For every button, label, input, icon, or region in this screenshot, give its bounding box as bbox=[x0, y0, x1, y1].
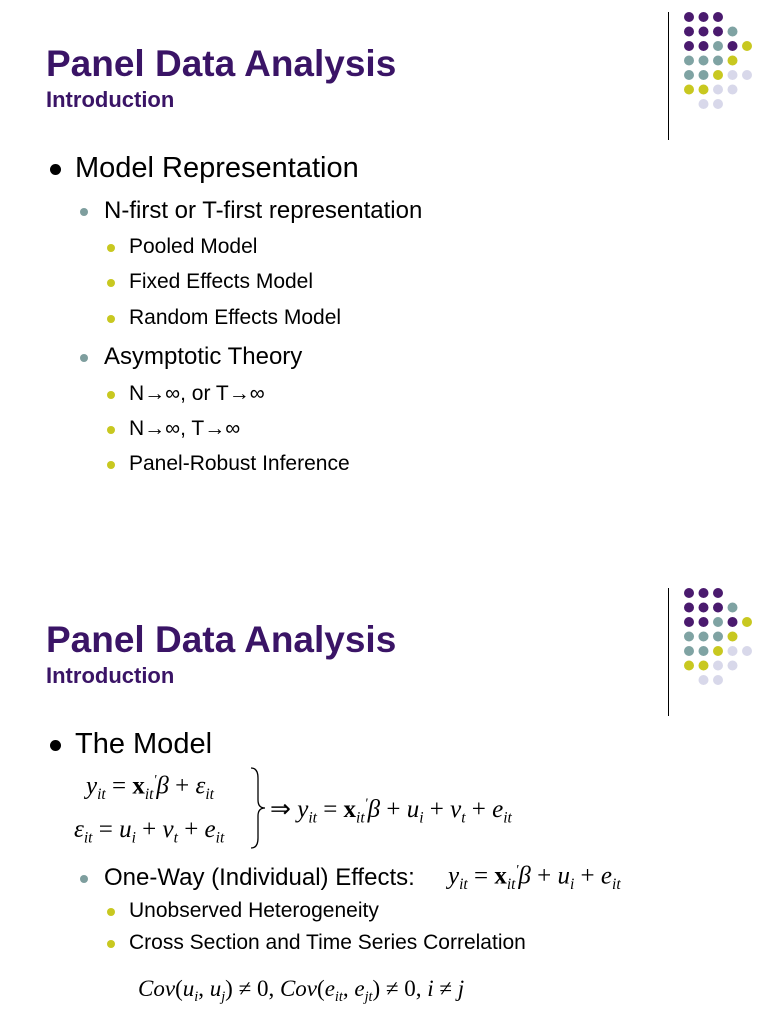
decorative-dot bbox=[699, 70, 709, 80]
decorative-dot bbox=[684, 617, 694, 627]
bullet-dot-icon bbox=[50, 740, 61, 751]
decorative-dot bbox=[713, 56, 723, 66]
decorative-dot bbox=[728, 617, 738, 627]
bullet-dot-icon bbox=[107, 279, 115, 287]
decorative-dot bbox=[684, 70, 694, 80]
decorative-dot bbox=[713, 70, 723, 80]
decorative-dot bbox=[699, 603, 709, 613]
decorative-dot bbox=[742, 70, 752, 80]
decorative-dot bbox=[713, 99, 723, 109]
decorative-dot bbox=[699, 646, 709, 656]
decorative-dot bbox=[699, 27, 709, 37]
decorative-dot bbox=[728, 646, 738, 656]
decorative-dot bbox=[713, 661, 723, 671]
slide-title: Panel Data Analysis bbox=[46, 619, 397, 660]
equation-yit: $y_{it} = x_{it}'\beta + \varepsilon_{it}$ bbox=[86, 772, 214, 804]
decorative-dot bbox=[728, 85, 738, 95]
bullet-dot-icon bbox=[107, 461, 115, 469]
decorative-dot bbox=[699, 12, 709, 22]
decorative-dot bbox=[684, 85, 694, 95]
slide-1: Panel Data Analysis Introduction Model Representation N-first or T-first representation Pooled Model Fixed Effects Model Random Effects Model Asymptotic Theory N→∞, or T→∞ N→∞, T→∞ Panel-Robust Inference bbox=[0, 0, 768, 576]
decorative-dot bbox=[728, 603, 738, 613]
decorative-dot bbox=[684, 632, 694, 642]
decorative-dot bbox=[742, 617, 752, 627]
bullet-dot-icon bbox=[107, 940, 115, 948]
slide-subtitle: Introduction bbox=[46, 663, 175, 688]
decorative-dot bbox=[713, 41, 723, 51]
equation-epsilon: $\varepsilon_{it} = u_i + v_t + e_{it}$ bbox=[74, 816, 225, 847]
decorative-dot bbox=[728, 661, 738, 671]
decorative-dot bbox=[713, 588, 723, 598]
equation-covariance: $Cov(u_i$, $u_j) \ne 0$, $Cov(e_{it}$, $e_{jt}) \ne 0$, i ≠ j bbox=[138, 976, 465, 1005]
divider-line bbox=[668, 12, 669, 140]
decorative-dot bbox=[713, 85, 723, 95]
slide-title: Panel Data Analysis bbox=[46, 43, 397, 84]
decorative-dot bbox=[728, 70, 738, 80]
decorative-dot bbox=[684, 603, 694, 613]
decorative-dot bbox=[699, 632, 709, 642]
equation-one-way: $y_{it} = x_{it}'\beta + u_i + e_{it}$ bbox=[448, 862, 621, 894]
decorative-dot bbox=[699, 675, 709, 685]
bullet-dot-icon bbox=[107, 908, 115, 916]
decorative-dot bbox=[713, 12, 723, 22]
decorative-dot bbox=[684, 41, 694, 51]
bullet-dot-icon bbox=[107, 315, 115, 323]
decorative-dot bbox=[713, 632, 723, 642]
decorative-dot bbox=[713, 646, 723, 656]
brace-icon bbox=[248, 764, 268, 852]
decorative-dot bbox=[713, 603, 723, 613]
decorative-dot bbox=[684, 27, 694, 37]
decorative-dot bbox=[699, 661, 709, 671]
bullet-dot-icon bbox=[50, 164, 61, 175]
bullet-dot-icon bbox=[80, 354, 88, 362]
bullet-dot-icon bbox=[107, 244, 115, 252]
bullet-dot-icon bbox=[107, 426, 115, 434]
decorative-dot bbox=[684, 12, 694, 22]
slide-subtitle: Introduction bbox=[46, 87, 175, 112]
decorative-dot bbox=[699, 56, 709, 66]
decorative-dot bbox=[699, 99, 709, 109]
bullet-dot-icon bbox=[107, 391, 115, 399]
decorative-dot bbox=[742, 41, 752, 51]
decorative-dot bbox=[684, 56, 694, 66]
decorative-dot bbox=[728, 632, 738, 642]
divider-line bbox=[668, 588, 669, 716]
decorative-dot bbox=[699, 41, 709, 51]
decorative-dot bbox=[728, 41, 738, 51]
decorative-dot bbox=[728, 27, 738, 37]
equation-combined: ⇒ $y_{it} = x_{it}'\beta + u_i + v_t + e_{it}$ bbox=[270, 795, 512, 827]
slide-2: Panel Data Analysis Introduction The Model $y_{it} = x_{it}'\beta + \varepsilon_{it}$ $\varepsilon_{it} = u_i + v_t + e_{it}$ ⇒ $y_{it} = x_{it}'\beta + u_i + v_t + e_{it}$ One-Way (Individual) Effects: $y_{it} = x_{it}'\beta + u_i + e_{it}$ Unobserved Heterogeneity Cross Section and Time Series Correlation $Cov(u_i$, $u_j) \ne 0$, $Cov(e_{it}$, $e_{jt}) \ne 0$, i ≠ j bbox=[0, 576, 768, 1024]
decorative-dot bbox=[699, 85, 709, 95]
decorative-dot bbox=[684, 588, 694, 598]
decorative-dot bbox=[713, 675, 723, 685]
decorative-dot bbox=[728, 56, 738, 66]
decorative-dot bbox=[713, 27, 723, 37]
decorative-dot bbox=[742, 646, 752, 656]
bullet-dot-icon bbox=[80, 208, 88, 216]
decorative-dot bbox=[713, 617, 723, 627]
bullet-dot-icon bbox=[80, 875, 88, 883]
decorative-dot bbox=[699, 617, 709, 627]
decorative-dot bbox=[684, 661, 694, 671]
decorative-dot bbox=[684, 646, 694, 656]
decorative-dot bbox=[699, 588, 709, 598]
